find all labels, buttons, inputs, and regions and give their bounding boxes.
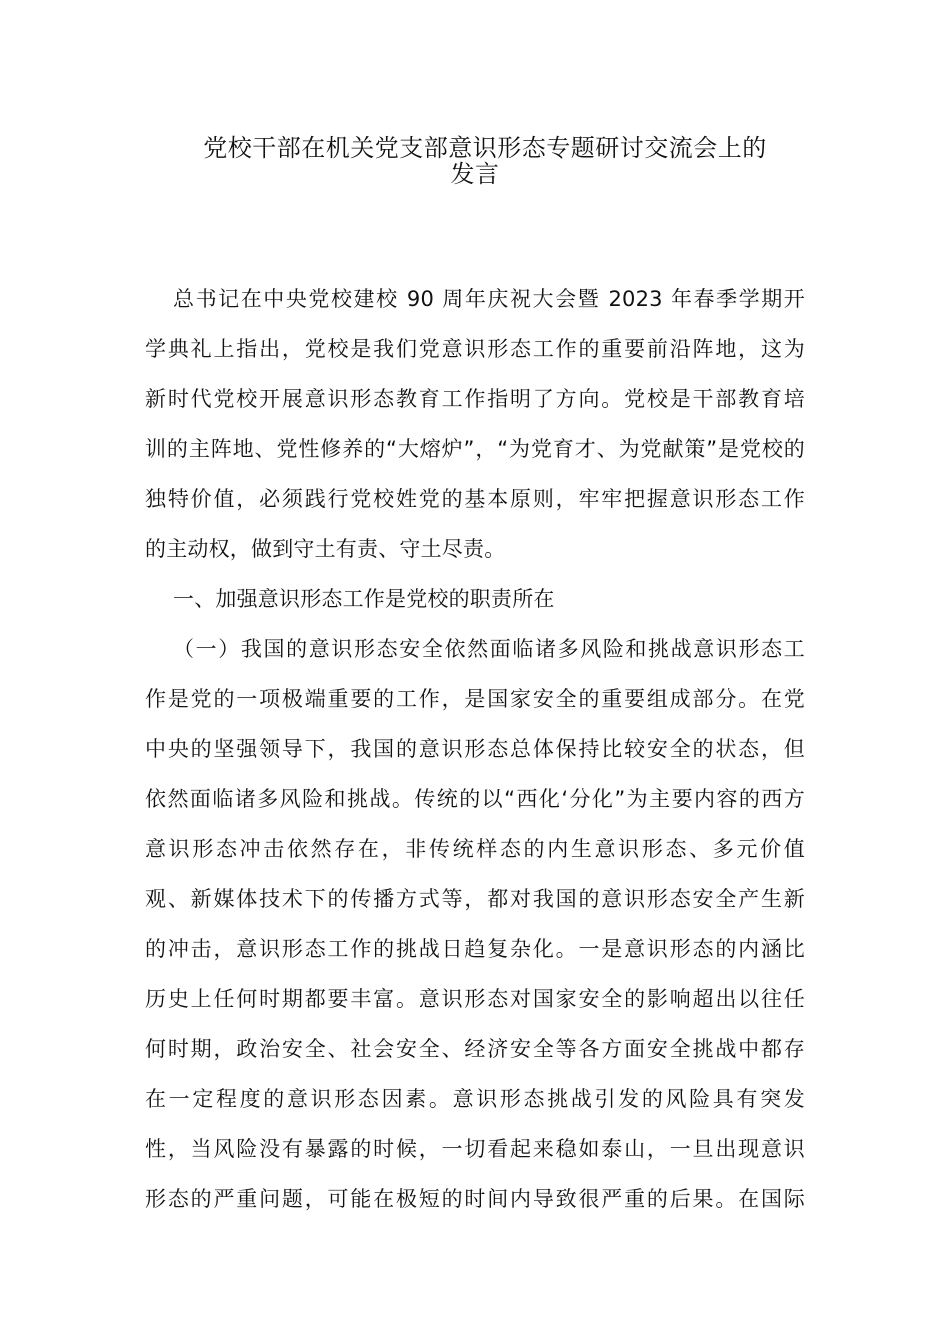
paragraph-line-6: 的主动权，做到守土有责、守土尽责。 <box>145 537 506 561</box>
paragraph-line-17: 在一定程度的意识形态因素。意识形态挑战引发的风险具有突发 <box>145 1087 805 1111</box>
paragraph-line-12: 意识形态冲击依然存在，非传统样态的内生意识形态、多元价值 <box>145 837 805 861</box>
paragraph-line-3: 新时代党校开展意识形态教育工作指明了方向。党校是干部教育培 <box>145 387 805 411</box>
paragraph-line-14: 的冲击，意识形态工作的挑战日趋复杂化。一是意识形态的内涵比 <box>145 937 805 961</box>
section-heading-1: 一、加强意识形态工作是党校的职责所在 <box>173 587 555 611</box>
paragraph-line-11: 依然面临诸多风险和挑战。传统的以“西化‘分化”为主要内容的西方 <box>145 787 805 811</box>
paragraph-line-1: 总书记在中央党校建校 90 周年庆祝大会暨 2023 年春季学期开 <box>173 287 805 311</box>
paragraph-line-13: 观、新媒体技术下的传播方式等，都对我国的意识形态安全产生新 <box>145 887 805 911</box>
paragraph-line-19: 形态的严重问题，可能在极短的时间内导致很严重的后果。在国际 <box>145 1187 805 1211</box>
paragraph-line-8: （一）我国的意识形态安全依然面临诸多风险和挑战意识形态工 <box>173 637 805 661</box>
document-title-line-2: 发言 <box>450 160 500 188</box>
paragraph-line-10: 中央的坚强领导下，我国的意识形态总体保持比较安全的状态，但 <box>145 737 805 761</box>
paragraph-line-15: 历史上任何时期都要丰富。意识形态对国家安全的影响超出以往任 <box>145 987 805 1011</box>
paragraph-line-2: 学典礼上指出，党校是我们党意识形态工作的重要前沿阵地，这为 <box>145 337 805 361</box>
paragraph-line-16: 何时期，政治安全、社会安全、经济安全等各方面安全挑战中都存 <box>145 1037 805 1061</box>
paragraph-line-5: 独特价值，必须践行党校姓党的基本原则，牢牢把握意识形态工作 <box>145 487 805 511</box>
paragraph-line-18: 性，当风险没有暴露的时候，一切看起来稳如泰山，一旦出现意识 <box>145 1137 805 1161</box>
document-title-line-1: 党校干部在机关党支部意识形态专题研讨交流会上的 <box>203 134 767 162</box>
paragraph-line-4: 训的主阵地、党性修养的“大熔炉”，“为党育才、为党献策”是党校的 <box>145 437 805 461</box>
paragraph-line-9: 作是党的一项极端重要的工作，是国家安全的重要组成部分。在党 <box>145 687 805 711</box>
